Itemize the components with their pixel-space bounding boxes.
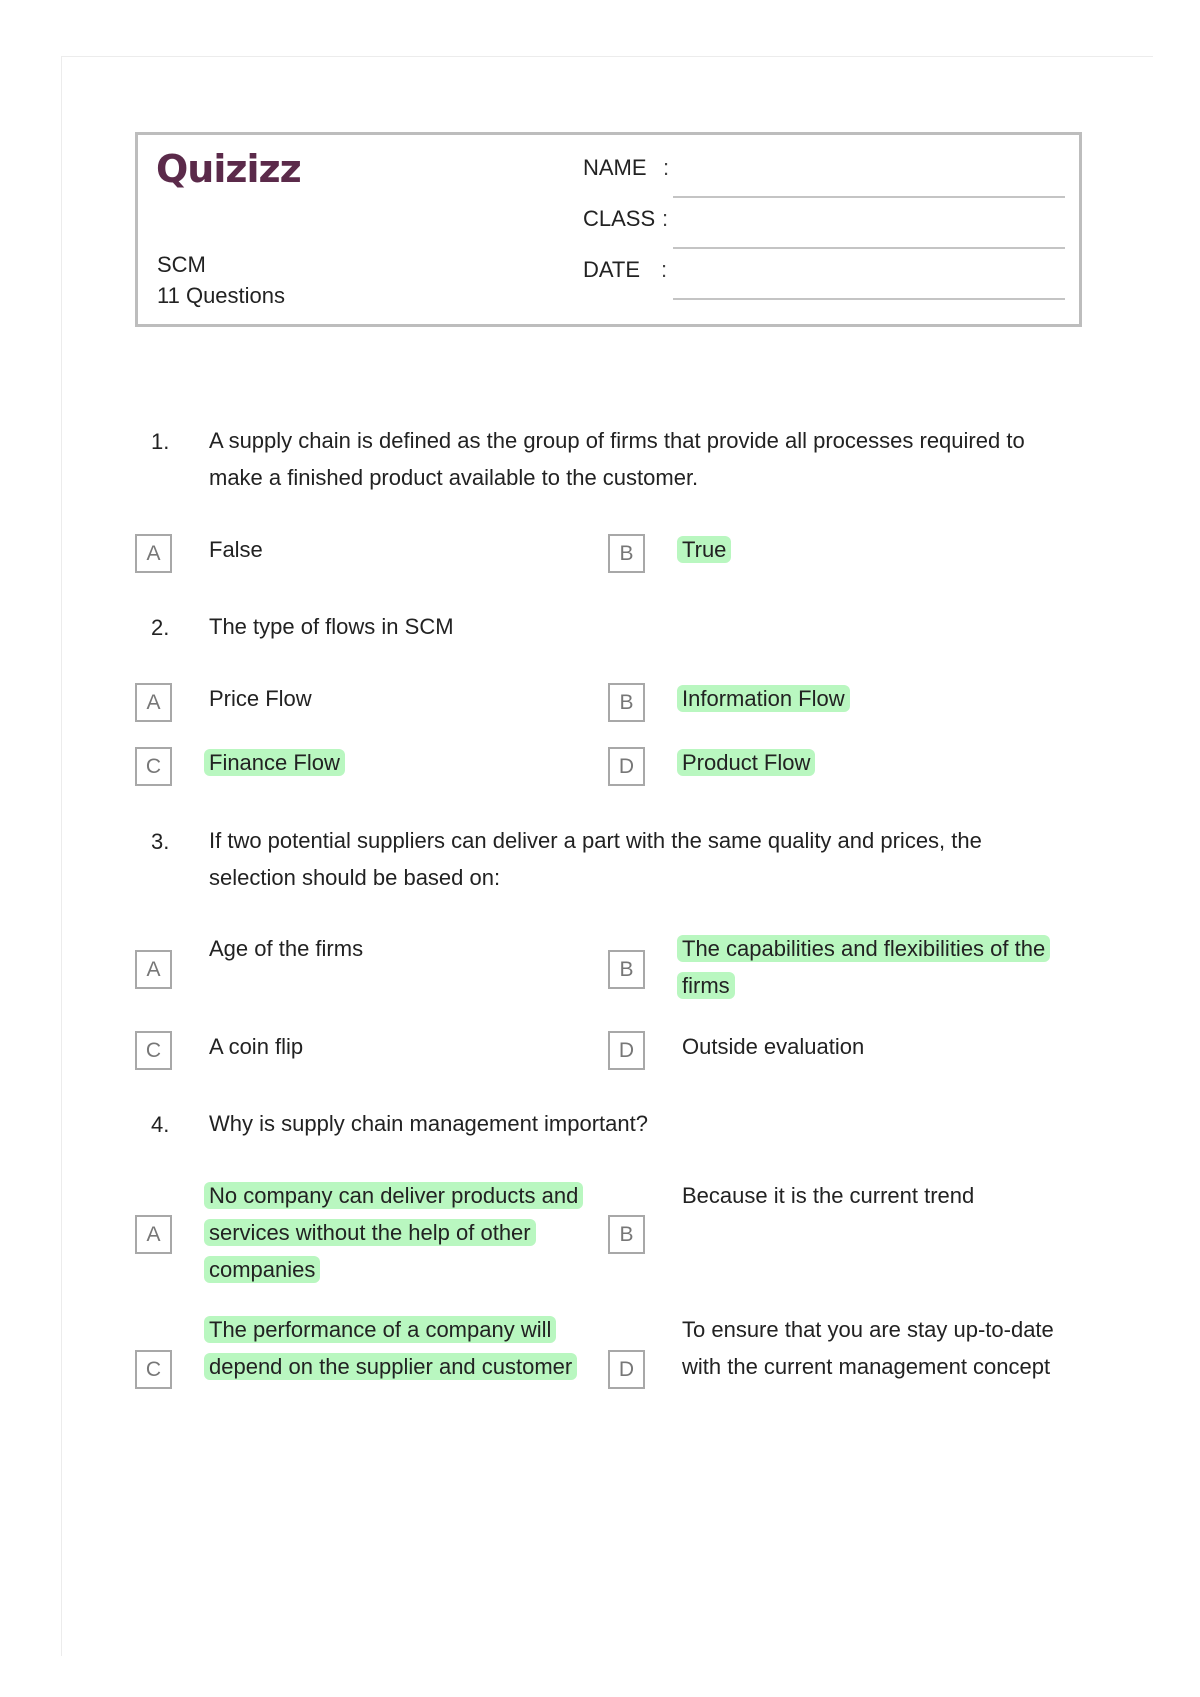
class-colon: : <box>662 206 669 231</box>
question-2-option-a-text: Price Flow <box>209 686 312 711</box>
question-2-option-d-box[interactable]: D <box>608 747 645 786</box>
question-2-number: 2. <box>151 615 170 640</box>
name-colon: : <box>663 155 670 180</box>
correct-answer-highlight: The performance of a company will depend on the supplier and customer <box>204 1316 577 1380</box>
question-2-option-c-text <box>209 744 345 781</box>
question-4-option-b-text: Because it is the current trend <box>682 1183 975 1208</box>
correct-answer-highlight: Product Flow <box>677 749 815 776</box>
question-2-option-a-box[interactable]: A <box>135 683 172 722</box>
question-3-text: If two potential suppliers can deliver a part with the same quality and prices, the selection should be based on: <box>209 828 982 890</box>
correct-answer-highlight: The capabilities and flexibilities of the firms <box>677 935 1050 999</box>
class-label: CLASS <box>583 206 656 231</box>
question-2-text: The type of flows in SCM <box>209 614 454 639</box>
question-1-text: A supply chain is defined as the group of firms that provide all processes required to make a finished product available to the customer. <box>209 428 1025 490</box>
correct-answer-highlight: True <box>677 536 731 563</box>
question-4-option-c-box[interactable]: C <box>135 1350 172 1389</box>
class-field[interactable] <box>673 247 1065 249</box>
question-3-option-c-box[interactable]: C <box>135 1031 172 1070</box>
question-2-option-b-text <box>682 680 850 717</box>
question-1-option-b-box[interactable]: B <box>608 534 645 573</box>
question-3-number: 3. <box>151 829 170 854</box>
name-field[interactable] <box>673 196 1065 198</box>
question-4-option-c-text <box>209 1311 609 1385</box>
question-3-option-a-text: Age of the firms <box>209 936 364 961</box>
question-3-option-b-text <box>682 930 1092 1004</box>
question-4-option-a-text <box>209 1177 609 1288</box>
question-4-text: Why is supply chain management important? <box>209 1111 648 1136</box>
question-2-option-b-box[interactable]: B <box>608 683 645 722</box>
date-colon: : <box>661 257 668 282</box>
question-1-number: 1. <box>151 429 170 454</box>
question-3-option-b-box[interactable]: B <box>608 950 645 989</box>
question-3-option-d-text: Outside evaluation <box>682 1034 865 1059</box>
quizizz-logo: Quizizz <box>156 147 301 191</box>
date-field[interactable] <box>673 298 1065 300</box>
question-4-number: 4. <box>151 1112 170 1137</box>
question-3-option-d-box[interactable]: D <box>608 1031 645 1070</box>
question-4-option-b-box[interactable]: B <box>608 1215 645 1254</box>
question-2-option-c-box[interactable]: C <box>135 747 172 786</box>
name-label: NAME <box>583 155 647 180</box>
question-3-option-a-box[interactable]: A <box>135 950 172 989</box>
question-count: 11 Questions <box>157 283 286 308</box>
question-4-option-d-box[interactable]: D <box>608 1350 645 1389</box>
question-1-option-a-text: False <box>209 537 263 562</box>
question-2-option-d-text <box>682 744 815 781</box>
question-4-option-a-box[interactable]: A <box>135 1215 172 1254</box>
quiz-title: SCM <box>157 252 206 277</box>
date-label: DATE <box>583 257 641 282</box>
correct-answer-highlight: Information Flow <box>677 685 850 712</box>
question-1-option-b-text <box>682 531 731 568</box>
correct-answer-highlight: No company can deliver products and services without the help of other companies <box>204 1182 583 1283</box>
question-1-option-a-box[interactable]: A <box>135 534 172 573</box>
worksheet-header <box>135 132 1082 327</box>
question-4-option-d-text: To ensure that you are stay up-to-date with the current management concept <box>682 1317 1054 1379</box>
question-3-option-c-text: A coin flip <box>209 1034 304 1059</box>
correct-answer-highlight: Finance Flow <box>204 749 345 776</box>
